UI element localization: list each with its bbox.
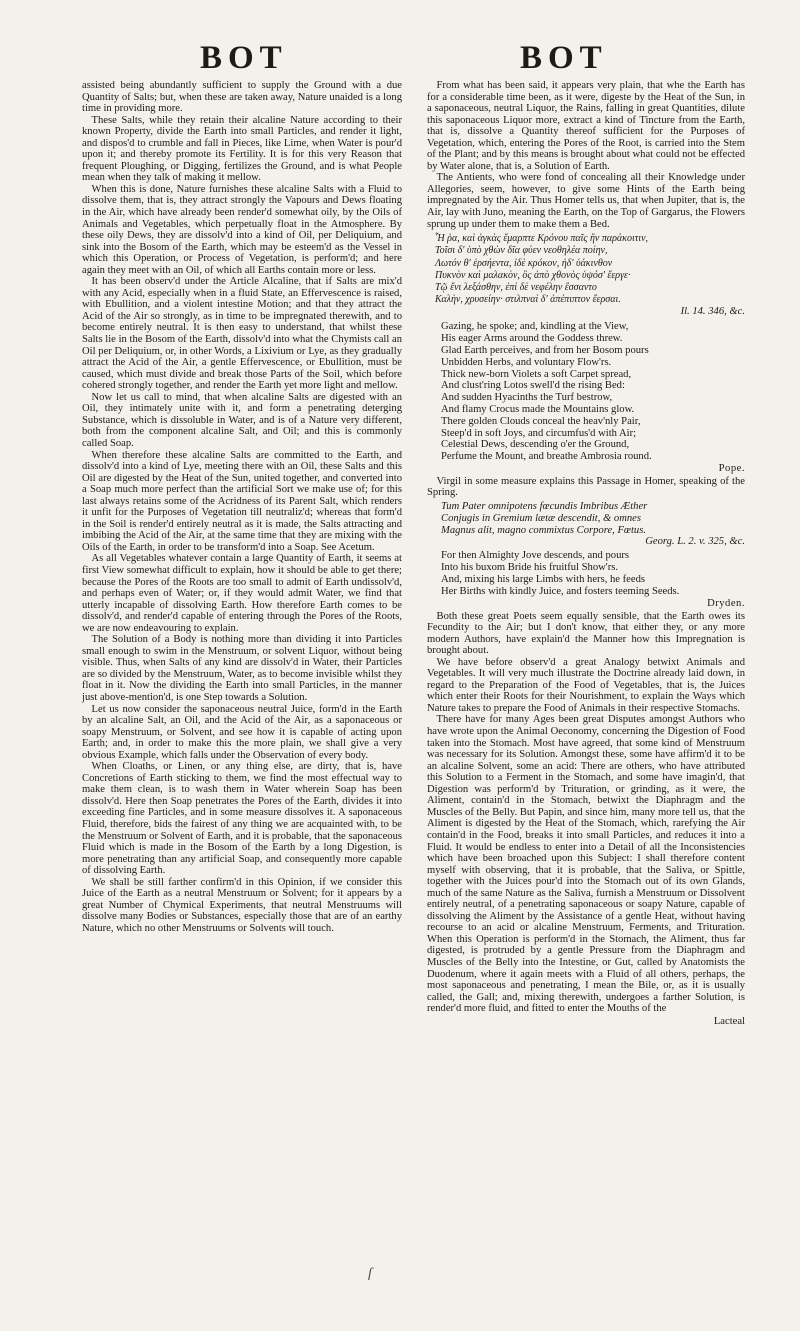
footer-mark: ſ [368, 1266, 372, 1281]
verse-line: Celestial Dews, descending o'er the Ground, [441, 439, 630, 451]
verse-line: Unbidden Herbs, and voluntary Flow'rs. [441, 356, 612, 368]
latin-quotation [441, 501, 745, 548]
verse-line: There golden Clouds conceal the heav'nly Pair, [441, 415, 641, 427]
running-head-right: BOT [520, 40, 608, 76]
paragraph: The Solution of a Body is nothing more than dividing it into Particles small enough to swim in the Menstruum, or solvent Liquor, without being visible. Thus, when Salts of any kind are dissolv'd in Water, their Particles are so divided by the Menstruum, Water, as to become invisible whilst they float in it. Now the dividing the Earth into small Particles, in the manner just above-mention'd, is one Step towards a Solution. [82, 634, 402, 703]
verse-line: Thick new-born Violets a soft Carpet spread, [441, 368, 632, 380]
paragraph: It has been observ'd under the Article Alcaline, that if Salts are mix'd with any Acid, especially when in a fluid State, an Effervescence is raised, with Ebullition, and a violent intestine Motion; and that they attract the Acid of the Air so strongly, as in time to be impregnated therewith, and to become entirely neutral. It is then easy to understand, that whilst these Salts lie in the Bosom of the Earth, dissolv'd into what the Chymists call an Oil per Deliquium, or, in other Words, a Lixivium or Lye, as they gradually attract the Acid of the Air, a gentle Effervescence, or Ebullition, must be caused, which must divide and break those Parts of the Soil, which before cohered strongly together, and render the Earth yet more light and mellow. [82, 276, 402, 392]
paragraph: These Salts, while they retain their alcaline Nature according to their known Property, divide the Earth into small Particles, and render it light, and dispos'd to crumble and fall in Pieces, like Lime, when Water is pour'd upon it; and thereby promote its Fertility. It is for this very Reason that frequent Ploughing, or Digging, fertilizes the Ground, and is what People mean when they talk of making it mellow. [82, 114, 402, 184]
paragraph: assisted being abundantly sufficient to supply the Ground with a due Quantity of Salts; but, when these are taken away, Nature unaided is a long time in providing more. [82, 80, 402, 115]
text-columns [82, 80, 745, 1310]
pope-verse [441, 321, 745, 475]
paragraph: When Cloaths, or Linen, or any thing else, are dirty, that is, have Concretions of Earth sticking to them, we find the most effectual way to make them clean, is to wash them in Water wherein Soap has been dissolv'd. Here then Soap penetrates the Pores of the Earth, divides it into exceeding fine Particles, and in some measure dissolves it. A saponaceous Fluid, therefore, bids the fairest of any thing we are acquainted with, to be the Menstruum or Solvent of Earth, and it is probable, that the saponaceous Fluid which is made in the Bosom of the Earth by a long Digestion, is more penetrating than any artificial Soap, and consequently more capable of dissolving Earth. [82, 761, 402, 877]
verse-line: And sudden Hyacinths the Turf bestrow, [441, 392, 613, 404]
left-column [82, 80, 402, 934]
greek-line: Πυκνὸν καὶ μαλακὸν, ὃς ἀπὸ χθονὸς ὑψόσ' ἔεργε· [435, 269, 631, 281]
greek-reference: Il. 14. 346, &c. [680, 306, 745, 318]
verse-line: Steep'd in soft Joys, and circumfus'd with Air; [441, 427, 637, 439]
latin-line: Tum Pater omnipotens fœcundis Imbribus Æther [441, 500, 648, 512]
catchword: Lacteal [713, 1015, 745, 1027]
paragraph: Virgil in some measure explains this Passage in Homer, speaking of the Spring. [427, 475, 745, 499]
verse-line: Gazing, he spoke; and, kindling at the View, [441, 321, 629, 333]
verse-line: And, mixing his large Limbs with hers, he feeds [441, 573, 645, 585]
verse-line: His eager Arms around the Goddess threw. [441, 333, 623, 345]
greek-line: Τοῖσι δ' ὑπὸ χθὼν δῖα φύεν νεοθηλέα ποίην, [435, 245, 608, 257]
verse-line: And flamy Crocus made the Mountains glow. [441, 403, 635, 415]
paragraph: We shall be still farther confirm'd in this Opinion, if we consider this Juice of the Earth as a neutral Menstruum or Solvent; for it appears by a great Number of Chymical Experiments, that neutral Menstruums will dissolve many Bodies or Substances, especially those that are of an earthy Nature, which no other Menstruums or Solvents will touch. [82, 876, 402, 934]
latin-reference: Georg. L. 2. v. 325, &c. [645, 536, 745, 548]
paragraph: Now let us call to mind, that when alcaline Salts are digested with an Oil, they intimately unite with it, and form a penetrating deterging Substance, which is dissoluble in Water, and is of a Nature very different, both from the component alcaline Salt, and Oil; and this is commonly called Soap. [82, 391, 402, 449]
paragraph: The Antients, who were fond of concealing all their Knowledge under Allegories, seem, however, to give some Hints of the Earth being impregnated by the Air. Thus Homer tells us, that when Jupiter, that is, the Air, lay with Juno, meaning the Earth, on the Top of Gargarus, the Flowers sprung up under them to make them a Bed. [427, 172, 745, 230]
dryden-verse [441, 550, 745, 609]
greek-line: Τῷ ἔνι λεξάσθην, ἐπὶ δὲ νεφέλην ἕσσαντο [435, 281, 597, 293]
verse-line: Perfume the Mount, and breathe Ambrosia round. [441, 451, 652, 463]
verse-line: Glad Earth perceives, and from her Bosom pours [441, 344, 649, 356]
paragraph: Both these great Poets seem equally sensible, that the Earth owes its Fecundity to the Air; but I don't know, that either they, or any more modern Authors, have explain'd the Manner how this Impregnation is brought about. [427, 610, 745, 657]
latin-line: Magnus alit, magno commixtus Corpore, Fœtus. [441, 524, 647, 536]
verse-signature-dryden: Dryden. [707, 597, 745, 609]
paragraph: There have for many Ages been great Disputes amongst Authors who have wrote upon the Animal Oeconomy, concerning the Digestion of Food taken into the Stomach. Most have agreed, that some kind of Menstruum was necessary for its Solution. Amongst these, some have affirm'd it to be an alcaline Solvent, some an acid: There are others, who have attributed this Solution to a Ferment in the Stomach, and some have imagin'd, that Digestion was perform'd by Trituration, or grinding, as it were, the Aliment, contain'd in the Stomach, betwixt the Diaphragm and the Muscles of the Belly. But Papin, and since him, many more tell us, that the Aliment is digested by the Heat of the Stomach, which, rarefying the Air contain'd in the Food, breaks it into small Particles, and reduces it into a Fluid. It would be endless to enter into a Detail of all the Inconsistencies which have been broached upon this Subject: I shall therefore content myself with observing, that it is probable, that the Saliva, or Spittle, together with the Juices pour'd into the Stomach out of its own Glands, much of the same Nature as the Saliva, furnish a Menstruum or Dissolvent entirely neutral, of a penetrating saponaceous or soapy Nature, capable of dissolving the Aliment by the Assistance of a gentle Heat, without having recourse to an acid or alcaline Menstruum, Ferments, and Trituration. When this Operation is perform'd in the Stomach, the Aliment, thus far digested, is protruded by a gentle Pressure from the Diaphragm and Muscles of the Belly into the Intestine, or Gut, called by Anatomists the Duodenum, where it again meets with a Fluid of all others, perhaps, the most saponaceous and penetrating, I mean the Bile, or, as it is usually called, the Gall; and, mixing therewith, undergoes a farther Solution, is render'd more fluid, and fitted to enter the Mouths of the [427, 714, 745, 1015]
verse-line: Into his buxom Bride his fruitful Show'rs. [441, 562, 618, 574]
latin-line: Conjugis in Gremium lætæ descendit, & omnes [441, 512, 641, 524]
greek-quotation [435, 233, 745, 318]
verse-line: For then Almighty Jove descends, and pours [441, 550, 630, 562]
verse-line: Her Births with kindly Juice, and fosters teeming Seeds. [441, 585, 680, 597]
greek-line: Ἦ ῥα, καὶ ἀγκὰς ἔμαρπτε Κρόνου παῖς ἣν παράκοιτιν, [435, 233, 649, 245]
verse-signature-pope: Pope. [718, 462, 745, 474]
paragraph: As all Vegetables whatever contain a large Quantity of Earth, it seems at first View somewhat difficult to explain, how it should be able to get there; because the Pores of the Roots are too small to admit of Earth undissolv'd, and perhaps even of Water; or, if they would admit Water, we find that utterly incapable of dissolving Earth. How therefore Earth comes to be dissolv'd, and render'd capable of entering through the Pores of the Roots, we are now endeavouring to explain. [82, 553, 402, 634]
paragraph: Let us now consider the saponaceous neutral Juice, form'd in the Earth by an alcaline Salt, an Oil, and the Acid of the Air, as a saponaceous or soapy Menstruum, or Solvent, and see how it is capable of acting upon Earth; and, in order to make this the more plain, we shall give a very obvious Example, which falls under the Observation of every body. [82, 703, 402, 761]
paragraph: We have before observ'd a great Analogy betwixt Animals and Vegetables. It will very much illustrate the Doctrine already laid down, in regard to the Preparation of the Food of Vegetables, that is, the Juices which enter their Roots for their Nourishment, to explain the Ways which Nature takes to prepare the Food of Animals in their respective Stomachs. [427, 656, 745, 714]
verse-line: And clust'ring Lotos swell'd the rising Bed: [441, 380, 625, 392]
paragraph: When therefore these alcaline Salts are committed to the Earth, and dissolv'd into a kind of Lye, meeting there with an Oil, these Salts and this Oil are digested by the Heat of the Sun, united together, and converted into a Soap much more perfect than the artificial Sort we make use of; for this last always retains some of the Acridness of its Parent Salt, which renders it unfit for the Purposes of Vegetation till neutraliz'd; whereas that form'd in the Soil is render'd entirely neutral as it is made, the Salts attracting and imbibing the Acid of the Air, at the same time that they are mixing with the Oils of the Earth, in order to be transform'd into a Soap. See Acetum. [82, 449, 402, 553]
paragraph: When this is done, Nature furnishes these alcaline Salts with a Fluid to dissolve them, that is, they attract strongly the Vapours and Dews floating in the Air, which have already been render'd somewhat oily, by the Oils of Animals and Vegetables, which perpetually float in the Atmosphere. By these oily Dews, they are dissolv'd into a kind of Oil, per Deliquium, and sink into the Bosom of the Earth, which may be esteem'd as the Vessel in which this Operation, or Process of Vegetation, is perform'd; and here again they meet with an Oil, of which all Earths contain more or less. [82, 183, 402, 276]
greek-line: Καλὴν, χρυσείην· στιλπναὶ δ' ἀπέπιπτον ἔερσαι. [435, 294, 621, 306]
running-head-left: BOT [200, 40, 288, 76]
page-header [0, 38, 800, 78]
right-column [427, 80, 745, 1027]
paragraph: From what has been said, it appears very plain, that whe the Earth has for a considerable time been, as it were, digeste by the Heat of the Sun, in a saponaceous, neutral Liquor, the Rains, falling in great Quantities, dilute this saponaceous Liquor more, extract a kind of Tincture from the Earth, that is, dissolve a Quantity thereof sufficient for the Purposes of Vegetation, which, entering the Pores of the Root, is carried into the Stem of the Plant; and by this means is brought about what could not be effected by Water alone, that is, a Solution of Earth. [427, 80, 745, 172]
greek-line: Λωτόν θ' ἑρσήεντα, ἰδὲ κρόκον, ἠδ' ὑάκινθον [435, 257, 613, 269]
